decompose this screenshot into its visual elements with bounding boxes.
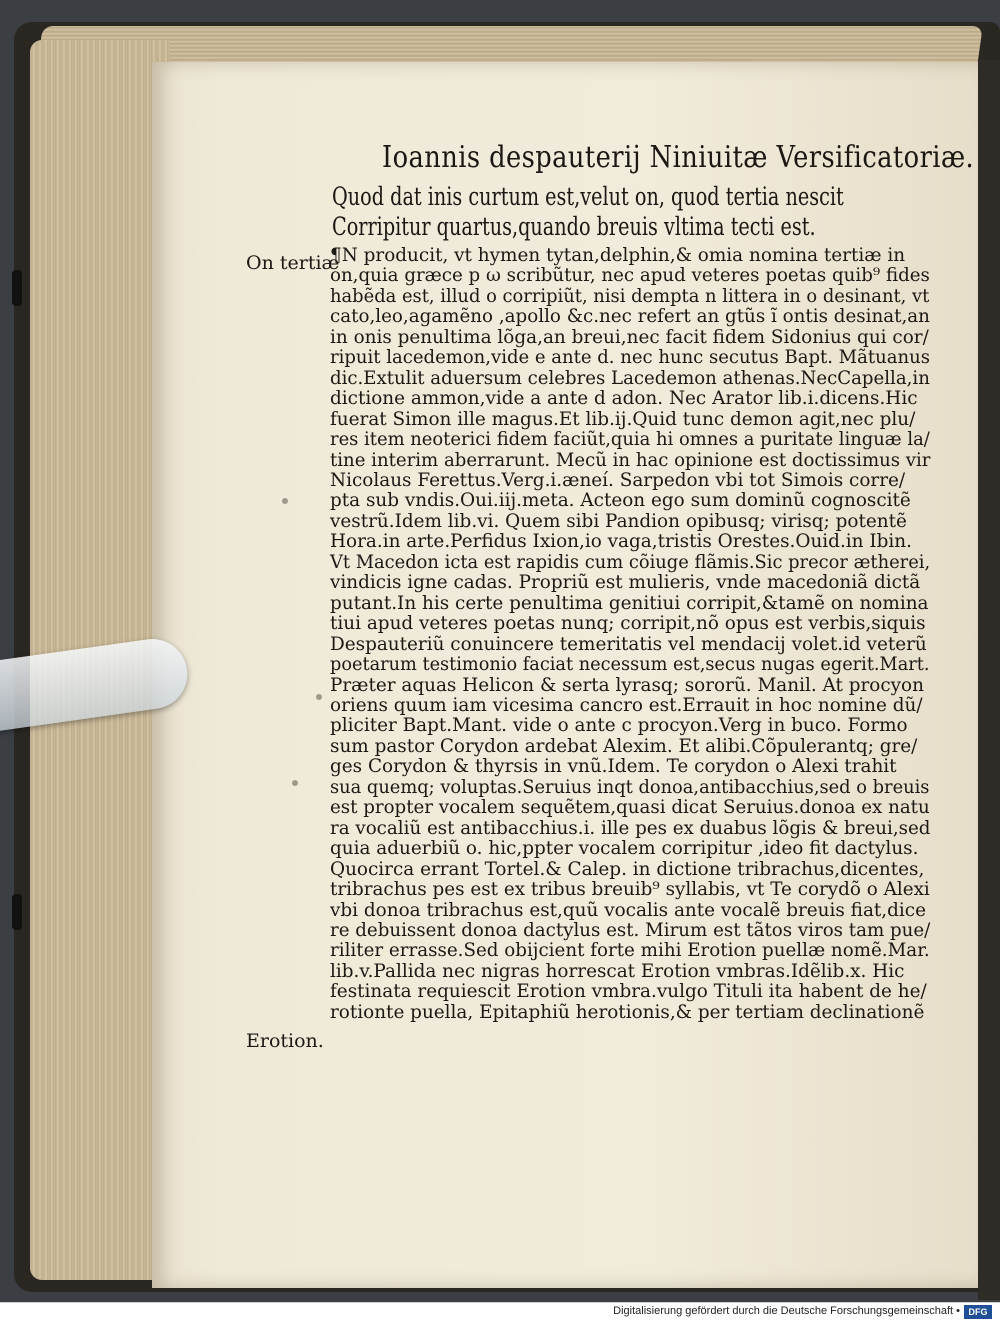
margin-note-on-tertiae: On tertiæ — [246, 252, 340, 274]
body-line: ges Corydon & thyrsis in vnũ.Idem. Te corydon o Alexi trahit — [330, 756, 897, 778]
body-line: in onis penultima lõga,an breui,nec facit fidem Sidonius qui cor/ — [330, 326, 929, 348]
body-line: sum pastor Corydon ardebat Alexim. Et alibi.Cõpulerantq; gre/ — [330, 735, 918, 757]
body-line: Vt Macedon icta est rapidis cum cõiuge flãmis.Sic precor ætherei, — [330, 551, 931, 573]
body-line: riliter errasse.Sed obijcient forte mihi Erotion puellæ nomẽ.Mar. — [330, 940, 930, 962]
body-line: tribrachus pes est ex tribus breuib⁹ syllabis, vt Te corydõ o Alexi — [330, 879, 930, 901]
body-line: oriens quum iam vicesima cancro est.Errauit in hoc nomine dũ/ — [330, 694, 923, 716]
body-line: pliciter Bapt.Mant. vide o ante c procyon.Verg in buco. Formo — [330, 715, 908, 737]
margin-note-erotion: Erotion. — [246, 1030, 324, 1052]
body-line: vbi donoa tribrachus est,quũ vocalis ante vocalẽ breuis fiat,dice — [330, 899, 926, 921]
credit-text: Digitalisierung gefördert durch die Deutsche Forschungsgemeinschaft • — [613, 1305, 960, 1317]
body-line: pta sub vndis.Oui.iij.meta. Acteon ego sum dominũ cognoscitẽ — [330, 490, 911, 512]
verse-line-1: Quod dat inis curtum est,velut on, quod tertia nescit — [332, 182, 844, 211]
footer-bar — [0, 1302, 1000, 1323]
body-line: ¶N producit, vt hymen tytan,delphin,& omia nomina tertiæ in — [330, 245, 906, 266]
body-line: putant.In his certe penultima genitiui corripit,&tamẽ on nomina — [330, 592, 929, 614]
body-line: res item neoterici fidem faciũt,quia hi omnes a puritate linguæ la/ — [330, 429, 930, 451]
marginal-ink-mark — [282, 498, 288, 504]
body-line: Nicolaus Ferettus.Verg.i.æneí. Sarpedon vbi tot Simois corre/ — [330, 469, 906, 491]
body-text — [330, 246, 930, 1023]
clasp-top-icon — [12, 270, 22, 306]
body-line: dic.Extulit aduersum celebres Lacedemon athenas.NecCapella,in — [330, 367, 930, 389]
body-line: ra vocaliũ est antibacchius.i. ille pes ex duabus lõgis & breui,sed — [330, 817, 931, 839]
body-line: rotionte puella, Epitaphiũ herotionis,& per tertiam declinationẽ — [330, 1001, 925, 1023]
body-line: poetarum testimonio faciat necessum est,secus nugas egerit.Mart. — [330, 654, 930, 676]
body-line: sua quemq; voluptas.Seruius inqt donoa,antibacchius,sed o breuis — [330, 776, 930, 798]
body-line: Despauteriũ conuincere temeritatis vel mendacij volet.id veterũ — [330, 633, 927, 655]
body-line: tiui apud veteres poetas nunq; corripit,nõ opus est verbis,siquis — [330, 613, 926, 635]
book-top-edge — [37, 26, 983, 66]
body-line: Præter aquas Helicon & serta lyrasq; sororũ. Manil. At procyon — [330, 674, 924, 696]
body-line: habẽda est, illud o corripiũt, nisi dempta n littera in o desinant, vt — [330, 285, 930, 307]
body-line: re debuissent donoa dactylus est. Mirum est tãtos viros tam pue/ — [330, 919, 931, 941]
body-line: festinata requiescit Erotion vmbra.vulgo Tituli ita habent de he/ — [330, 981, 927, 1003]
clasp-bottom-icon — [12, 894, 22, 930]
marginal-ink-mark — [316, 694, 322, 700]
body-line: cato,leo,agamẽno ,apollo &c.nec refert an gtũs ĩ ontis desinat,an — [330, 306, 930, 328]
body-line: est propter vocalem sequẽtem,quasi dicat Seruius.donoa ex natu — [330, 797, 930, 819]
body-line: fuerat Simon ille magus.Et lib.ij.Quid tunc demon agit,nec plu/ — [330, 408, 916, 430]
body-line: Quocirca errant Tortel.& Calep. in dictione tribrachus,dicentes, — [330, 858, 925, 880]
body-line: ripuit lacedemon,vide e ante d. nec hunc secutus Bapt. Mãtuanus — [330, 347, 930, 369]
body-line: quia aduerbiũ o. hic,ppter vocalem corripitur ,ideo fit dactylus. — [330, 838, 919, 860]
body-line: Hora.in arte.Perfidus Ixion,io vaga,tristis Orestes.Ouid.in Ibin. — [330, 531, 912, 553]
book-right-cover — [978, 60, 1000, 1300]
body-line: tine interim aberrarunt. Mecũ in hac opinione est doctissimus vir — [330, 449, 931, 471]
marginal-ink-mark — [292, 780, 298, 786]
body-line: dictione ammon,vide a ante d adon. Nec Arator lib.i.dicens.Hic — [330, 388, 918, 410]
body-line: on,quia græce p ω scribũtur, nec apud veteres poetas quib⁹ fides — [330, 265, 930, 287]
dfg-logo: DFG — [964, 1305, 992, 1319]
body-line: lib.v.Pallida nec nigras horrescat Erotion vmbras.Idẽlib.x. Hic — [330, 960, 905, 982]
body-line: vindicis igne cadas. Propriũ est mulieris, vnde macedoniã dictã — [330, 572, 921, 594]
running-head: Ioannis despauterij Niniuitæ Versificatoriæ. — [382, 140, 975, 175]
verse-line-2: Corripitur quartus,quando breuis vltima tecti est. — [332, 212, 816, 241]
body-line: vestrũ.Idem lib.vi. Quem sibi Pandion opibusq; virisq; potentẽ — [330, 510, 907, 532]
